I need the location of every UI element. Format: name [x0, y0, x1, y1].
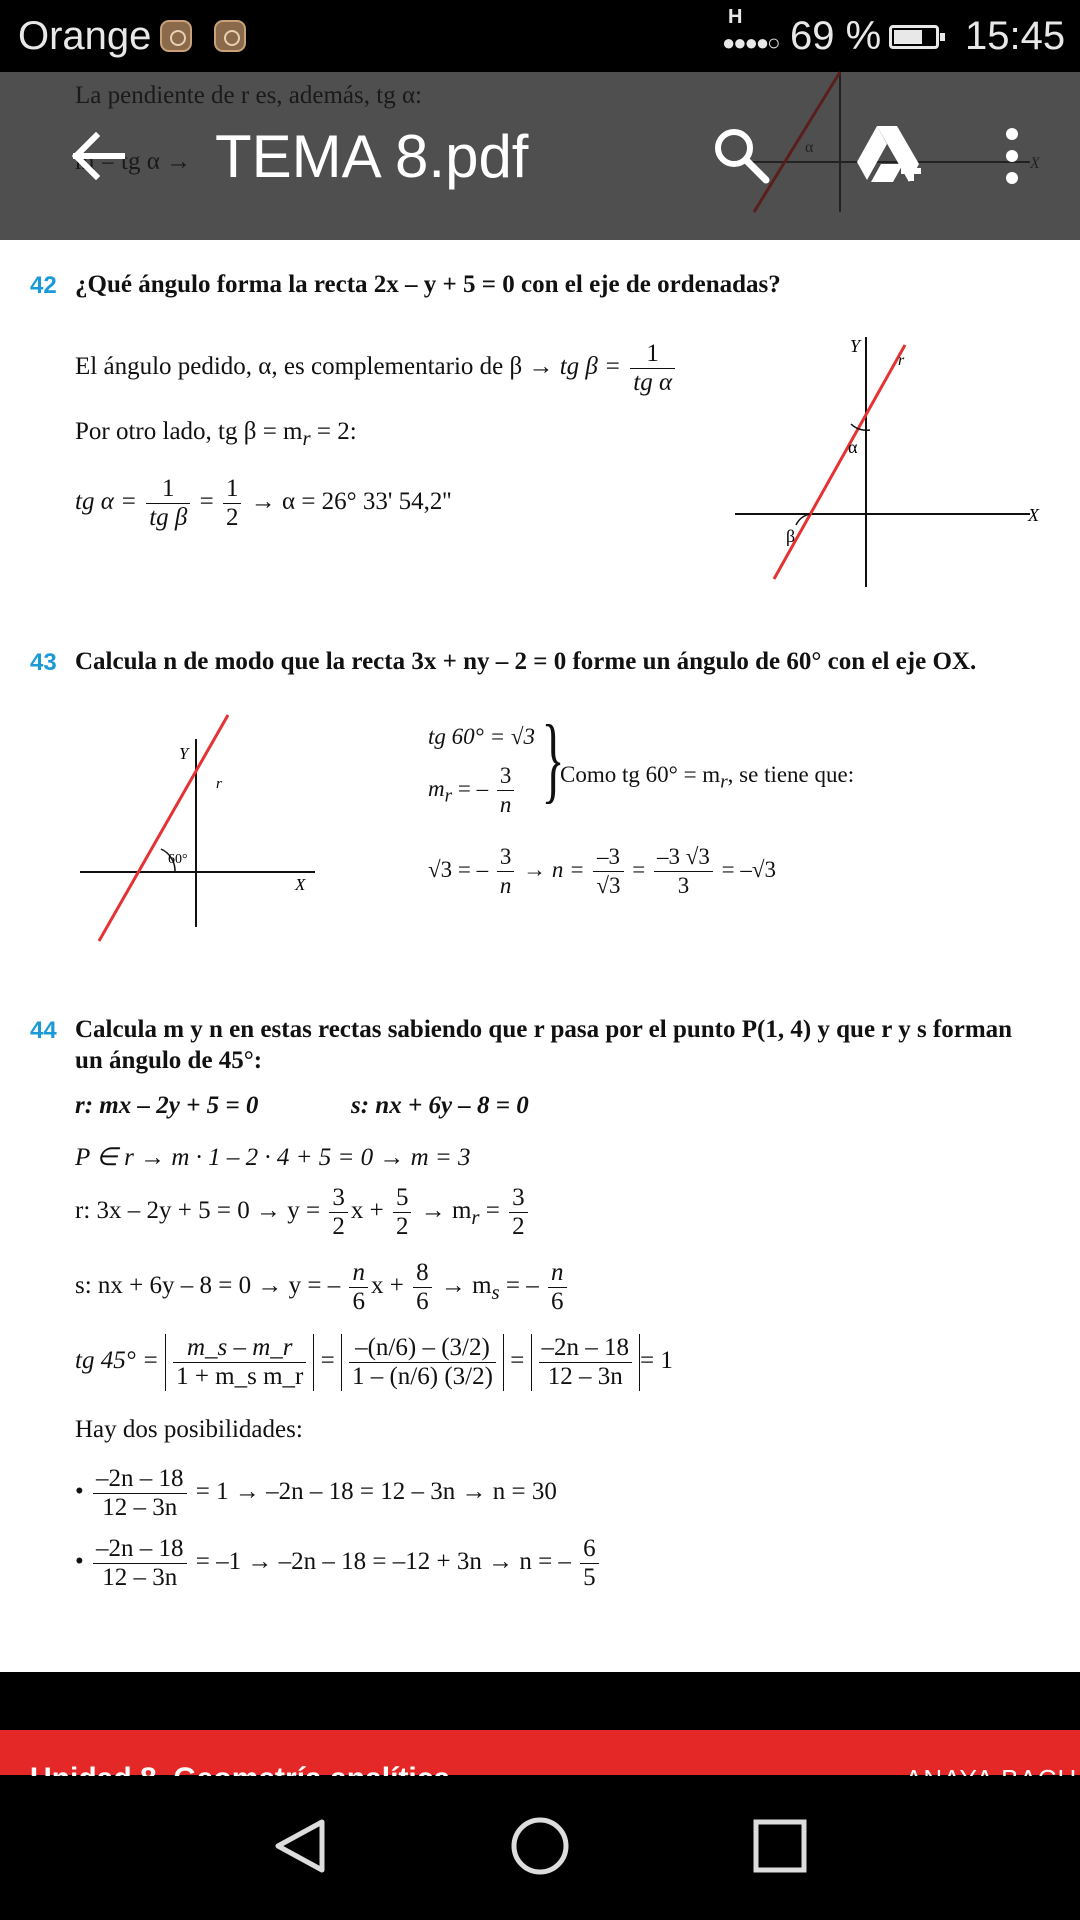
- problem42-line3: tg α = $\frac{1}{\text{tg β}}$ = $\frac{1}{2}$ → α = 26° 33' 54,2'': [75, 475, 452, 531]
- axis-label-y: Y: [850, 336, 861, 356]
- page-gap: [0, 1672, 1080, 1730]
- angle-label-alpha: α: [848, 437, 858, 457]
- angle-label-beta: β: [786, 526, 796, 546]
- problem43-system-line2: $m_r$ = – $\frac{3}{n}$: [428, 762, 517, 819]
- problem44-step4: tg 45° = $\frac{m\_s - m\_r}{\text{1 + m\_s m\_r}}$ = $\frac{-(n/6) - (3/2)}{1 - (n/6) (3/2)}$ = $\frac{-2n - 18}{12 - 3n}$ = 1: [75, 1334, 673, 1390]
- instagram-notification-icon: [160, 20, 192, 52]
- line-r: [99, 715, 228, 941]
- axis-label-x: X: [295, 875, 306, 894]
- problem43-equation: √3 = – $\frac{3}{n}$ → n = $\frac{-3}{√3}$ = $\frac{-3 √3}{3}$ = –√3: [428, 844, 776, 898]
- background-pdf-text: La pendiente de r es, además, tg α:: [75, 82, 422, 109]
- document-title: TEMA 8.pdf: [215, 123, 529, 190]
- svg-text:X: X: [1030, 155, 1040, 172]
- problem44-option1: • $\frac{-2n - 18}{12 - 3n}$ = 1 → –2n – 18 = 12 – 3n → n = 30: [75, 1465, 557, 1521]
- angle-label: 60°: [168, 852, 188, 867]
- pdf-page: [0, 72, 1080, 1672]
- battery-icon: [889, 25, 939, 49]
- problem-question-line1: Calcula m y n en estas rectas sabiendo que r pasa por el punto P(1, 4) y que r y s forman: [75, 1016, 1013, 1043]
- axis-label-x: X: [1028, 505, 1039, 525]
- problem43-como: Como tg $60^\circ = m_r$, se tiene que:: [560, 762, 855, 793]
- problem44-step3: s: nx + 6y – 8 = 0 → y = – $\frac{n}{6}$ x + $\frac{8}{6}$ → $m_s$ = – $\frac{n}{6}$: [75, 1259, 570, 1316]
- search-icon[interactable]: [710, 124, 774, 188]
- app-toolbar: [0, 72, 1080, 240]
- system-nav-bar: [0, 1776, 1080, 1920]
- problem-number: 43: [30, 649, 57, 676]
- battery-percent: 69 %: [790, 14, 882, 58]
- problem-number: 42: [30, 272, 57, 299]
- problem42-line2: Por otro lado, tg $\beta = m_r = 2$:: [75, 418, 357, 450]
- line-label-r: r: [216, 776, 222, 792]
- status-bar: Orange H ●●●●○ 69 % 15:45: [0, 0, 1080, 72]
- google-drive-add-icon[interactable]: [855, 124, 925, 188]
- arrow-left-icon[interactable]: [70, 128, 126, 184]
- nav-home-icon[interactable]: [500, 1806, 580, 1886]
- problem-number: 44: [30, 1017, 57, 1044]
- problem44-step1: P ∈ r → m · 1 – 2 · 4 + 5 = 0 → m = 3: [75, 1144, 471, 1171]
- problem42-graph: [730, 322, 1050, 602]
- equation-s: s: nx + 6y – 8 = 0: [351, 1092, 529, 1119]
- axis-label-y: Y: [179, 744, 189, 763]
- svg-text:α: α: [805, 139, 814, 156]
- more-vert-icon[interactable]: [1000, 124, 1024, 188]
- line-label-r: r: [898, 352, 905, 369]
- problem-question-line2: un ángulo de 45°:: [75, 1047, 263, 1074]
- carrier-name: Orange: [18, 14, 152, 58]
- nav-back-icon[interactable]: [260, 1806, 340, 1886]
- problem43-system-line1: tg 60° = √3: [428, 724, 535, 749]
- clock: 15:45: [965, 14, 1066, 58]
- nav-recents-icon[interactable]: [740, 1806, 820, 1886]
- problem42-line1: El ángulo pedido, α, es complementario de β → tg β = $\frac{1}{\text{tg α}}$: [75, 340, 678, 397]
- page-footer-band: [0, 1730, 1080, 1775]
- problem-question: Calcula n de modo que la recta 3x + ny – 2 = 0 forme un ángulo de 60° con el eje OX.: [75, 648, 977, 675]
- problem44-option2: • $\frac{-2n - 18}{12 - 3n}$ = –1 → –2n – 18 = –12 + 3n → n = – $\frac{6}{5}$: [75, 1535, 602, 1592]
- problem44-two-options: Hay dos posibilidades:: [75, 1416, 303, 1443]
- equation-r: r: mx – 2y + 5 = 0: [75, 1092, 259, 1119]
- problem43-graph: [75, 727, 325, 927]
- system-brace: }: [541, 705, 565, 812]
- instagram-notification-icon: [214, 20, 246, 52]
- background-pdf-text: m = tg α →: [75, 148, 192, 175]
- problem-question: ¿Qué ángulo forma la recta 2x – y + 5 = 0 con el eje de ordenadas?: [75, 271, 781, 298]
- problem44-step2: r: 3x – 2y + 5 = 0 → y = $\frac{3}{2}$ x + $\frac{5}{2}$ → $m_r$ = $\frac{3}{2}$: [75, 1184, 531, 1241]
